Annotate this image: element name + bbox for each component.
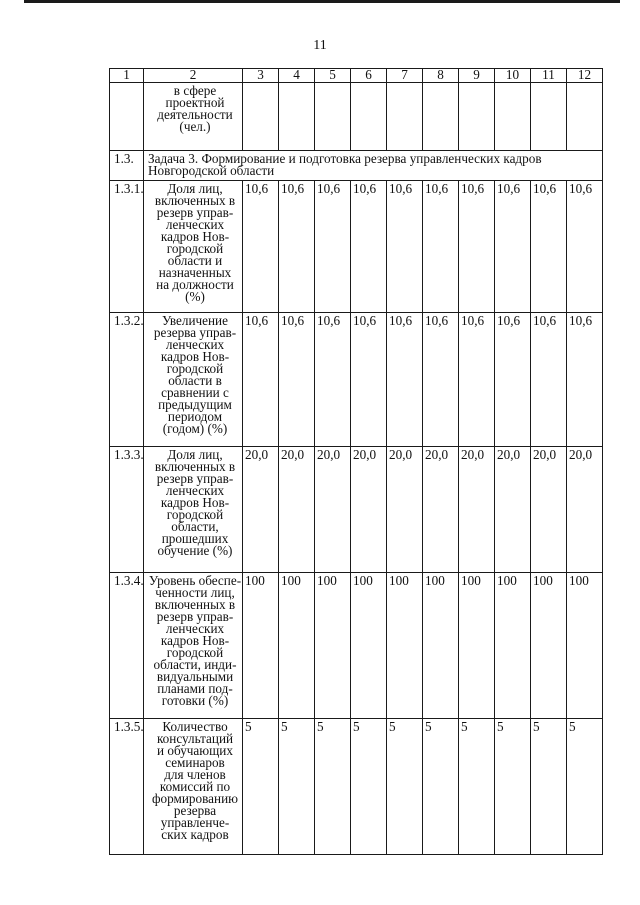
- description-line: резерв управ-: [156, 609, 234, 624]
- year-value: 20,0: [279, 447, 315, 573]
- year-value: 100: [279, 573, 315, 719]
- year-value: 100: [459, 573, 495, 719]
- column-number-row: [110, 69, 603, 83]
- description-line: семинаров: [165, 755, 225, 770]
- row-number: 1.3.1.: [110, 181, 144, 313]
- description-line: (чел.): [179, 119, 211, 134]
- description-line: комиссий по: [159, 779, 231, 794]
- indicator-row: [110, 181, 603, 313]
- year-value: 10,6: [387, 313, 423, 447]
- year-value: 100: [423, 573, 459, 719]
- year-value: 5: [423, 719, 459, 855]
- description-line: ленческих: [165, 483, 225, 498]
- year-value: 10,6: [315, 313, 351, 447]
- year-value: [567, 83, 603, 151]
- year-value: 5: [495, 719, 531, 855]
- year-value: 5: [351, 719, 387, 855]
- year-value: 20,0: [387, 447, 423, 573]
- description-line: городской: [166, 507, 224, 522]
- year-value: [351, 83, 387, 151]
- indicator-description: [144, 573, 243, 719]
- year-value: 10,6: [459, 313, 495, 447]
- row-number: 1.3.3.: [110, 447, 144, 573]
- indicator-row: [110, 313, 603, 447]
- column-number-header: 5: [315, 69, 351, 83]
- description-line: области и: [167, 253, 223, 268]
- year-value: 10,6: [243, 313, 279, 447]
- row-number: 1.3.4.: [110, 573, 144, 719]
- continuation-row: [110, 83, 603, 151]
- description-line: городской: [166, 241, 224, 256]
- description-line: городской: [166, 361, 224, 376]
- description-line: периодом: [167, 409, 223, 424]
- description-line: в сфере: [173, 83, 217, 98]
- year-value: 10,6: [279, 313, 315, 447]
- year-value: 100: [315, 573, 351, 719]
- description-line: прошедших: [161, 531, 229, 546]
- description-line: планами под-: [157, 681, 233, 696]
- year-value: [279, 83, 315, 151]
- year-value: [243, 83, 279, 151]
- indicators-table: [109, 68, 603, 855]
- year-value: 10,6: [567, 181, 603, 313]
- description-line: ленческих: [165, 337, 225, 352]
- description-line: формированию: [152, 791, 238, 806]
- task-title-line: Новгородской области: [148, 163, 275, 178]
- description-line: деятельности: [157, 107, 233, 122]
- indicator-row: [110, 719, 603, 855]
- year-value: 5: [387, 719, 423, 855]
- row-number: 1.3.5.: [110, 719, 144, 855]
- year-value: 5: [531, 719, 567, 855]
- top-border-rule: [24, 0, 620, 3]
- year-value: 20,0: [531, 447, 567, 573]
- description-line: Доля лиц,: [167, 181, 223, 196]
- year-value: 10,6: [351, 181, 387, 313]
- description-line: области, инди-: [153, 657, 237, 672]
- column-number-header: 8: [423, 69, 459, 83]
- description-line: резерв управ-: [156, 471, 234, 486]
- column-number-header: 3: [243, 69, 279, 83]
- year-value: 5: [567, 719, 603, 855]
- year-value: [315, 83, 351, 151]
- description-line: ленческих: [165, 217, 225, 232]
- year-value: [531, 83, 567, 151]
- description-line: для членов: [164, 767, 226, 782]
- description-line: консультаций: [156, 731, 234, 746]
- description-line: и обучающих: [157, 743, 233, 758]
- description-line: области,: [171, 519, 219, 534]
- year-value: 10,6: [459, 181, 495, 313]
- indicator-description: [144, 83, 243, 151]
- description-line: управленче-: [160, 815, 230, 830]
- indicator-description: [144, 313, 243, 447]
- indicator-description: [144, 181, 243, 313]
- year-value: 5: [459, 719, 495, 855]
- description-line: кадров Нов-: [160, 633, 230, 648]
- indicator-description: [144, 719, 243, 855]
- year-value: 5: [279, 719, 315, 855]
- indicator-row: [110, 447, 603, 573]
- description-line: обучение (%): [157, 543, 233, 558]
- column-number-header: 1: [110, 69, 144, 83]
- description-line: резерва управ-: [153, 325, 237, 340]
- description-line: включенных в: [154, 597, 236, 612]
- column-number-header: 11: [531, 69, 567, 83]
- year-value: 100: [531, 573, 567, 719]
- year-value: 10,6: [495, 313, 531, 447]
- description-line: резерва: [173, 803, 217, 818]
- description-line: кадров Нов-: [160, 229, 230, 244]
- year-value: 10,6: [531, 181, 567, 313]
- description-line: кадров Нов-: [160, 495, 230, 510]
- row-number: [110, 83, 144, 151]
- description-line: проектной: [165, 95, 225, 110]
- year-value: 100: [567, 573, 603, 719]
- year-value: 100: [495, 573, 531, 719]
- description-line: ченности лиц,: [155, 585, 235, 600]
- description-line: ских кадров: [161, 827, 229, 842]
- description-line: готовки (%): [161, 693, 229, 708]
- description-line: Уровень обеспе-: [148, 573, 242, 588]
- year-value: 100: [351, 573, 387, 719]
- task-title-line: Задача 3. Формирование и подготовка резерва управленческих кадров: [148, 151, 542, 166]
- description-line: Количество: [162, 719, 228, 734]
- column-number-header: 7: [387, 69, 423, 83]
- year-value: 20,0: [459, 447, 495, 573]
- year-value: [459, 83, 495, 151]
- year-value: 20,0: [423, 447, 459, 573]
- description-line: ленческих: [165, 621, 225, 636]
- column-number-header: 10: [495, 69, 531, 83]
- description-line: включенных в: [154, 459, 236, 474]
- description-line: Увеличение: [162, 313, 228, 328]
- column-number-header: 6: [351, 69, 387, 83]
- column-number-header: 9: [459, 69, 495, 83]
- year-value: 20,0: [495, 447, 531, 573]
- description-line: городской: [166, 645, 224, 660]
- column-number-header: 12: [567, 69, 603, 83]
- year-value: 10,6: [567, 313, 603, 447]
- column-number-header: 4: [279, 69, 315, 83]
- year-value: 10,6: [279, 181, 315, 313]
- year-value: 20,0: [243, 447, 279, 573]
- year-value: 10,6: [243, 181, 279, 313]
- year-value: 10,6: [423, 313, 459, 447]
- year-value: 20,0: [315, 447, 351, 573]
- year-value: 100: [243, 573, 279, 719]
- description-line: области в: [168, 373, 222, 388]
- year-value: 10,6: [387, 181, 423, 313]
- description-line: кадров Нов-: [160, 349, 230, 364]
- year-value: 5: [243, 719, 279, 855]
- description-line: сравнении с: [161, 385, 229, 400]
- year-value: 10,6: [531, 313, 567, 447]
- year-value: 10,6: [315, 181, 351, 313]
- description-line: Доля лиц,: [167, 447, 223, 462]
- description-line: назначенных: [158, 265, 232, 280]
- description-line: на должности: [156, 277, 234, 292]
- year-value: 10,6: [423, 181, 459, 313]
- column-number-header: 2: [144, 69, 243, 83]
- year-value: 100: [387, 573, 423, 719]
- page-number: 11: [313, 38, 327, 53]
- description-line: видуальными: [156, 669, 234, 684]
- description-line: (годом) (%): [162, 421, 228, 436]
- year-value: 10,6: [351, 313, 387, 447]
- description-line: резерв управ-: [156, 205, 234, 220]
- description-line: (%): [185, 289, 205, 304]
- year-value: 5: [315, 719, 351, 855]
- description-line: предыдущим: [158, 397, 232, 412]
- year-value: 20,0: [351, 447, 387, 573]
- year-value: [423, 83, 459, 151]
- indicator-row: [110, 573, 603, 719]
- task-row: [110, 151, 603, 181]
- description-line: включенных в: [154, 193, 236, 208]
- row-number: 1.3.2.: [110, 313, 144, 447]
- indicator-description: [144, 447, 243, 573]
- year-value: [387, 83, 423, 151]
- year-value: 20,0: [567, 447, 603, 573]
- task-title: [144, 151, 603, 181]
- year-value: [495, 83, 531, 151]
- task-number: 1.3.: [110, 151, 144, 181]
- year-value: 10,6: [495, 181, 531, 313]
